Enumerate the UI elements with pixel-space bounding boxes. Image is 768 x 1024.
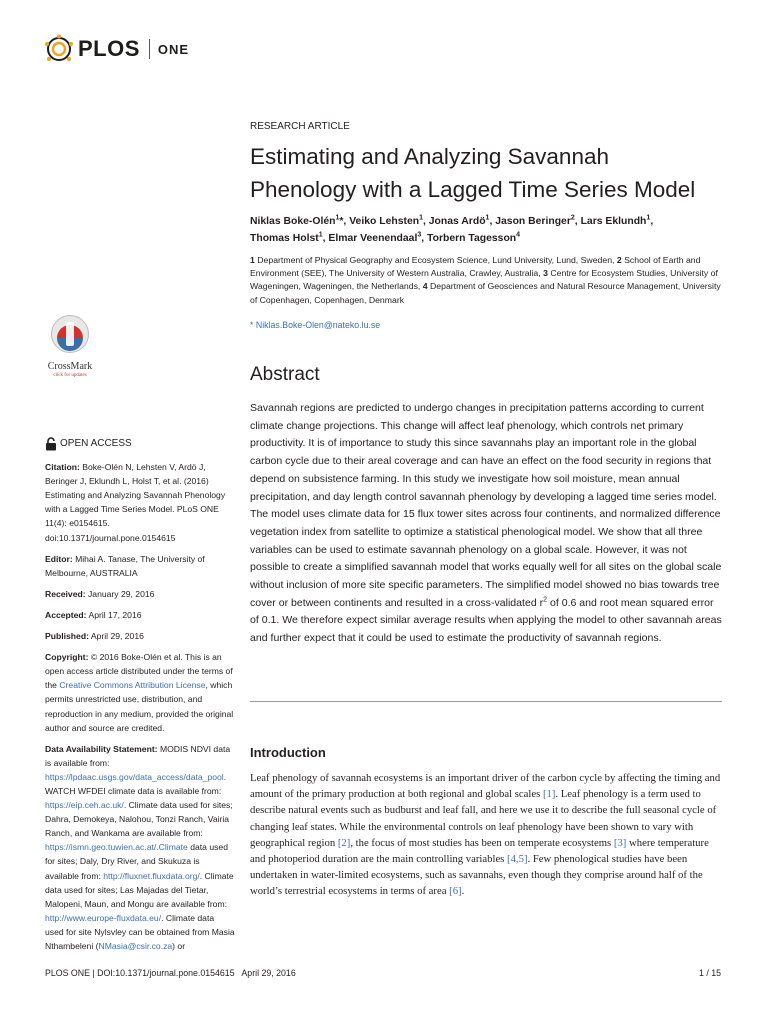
citation-label: Citation: [45, 462, 80, 473]
affiliation-number: 3 [543, 268, 548, 279]
author-separator: , [650, 216, 654, 227]
author-name[interactable]: Torbern Tagesson [427, 233, 517, 244]
data-text: . Climate data used for site Nylsvley can be obtained from Masia Nthambeleni ( [45, 912, 235, 951]
author-name[interactable]: Jonas Ardö [428, 216, 486, 227]
accepted-block [45, 608, 235, 622]
crossmark-sub: click for updates [53, 373, 87, 378]
plos-one-logo[interactable] [44, 34, 189, 64]
published-date: April 29, 2016 [90, 631, 144, 642]
reference-link[interactable]: [1] [542, 788, 556, 801]
footer-doi: PLOS ONE | DOI:10.1371/journal.pone.0154615 April 29, 2016 [45, 968, 296, 978]
article-title [250, 140, 730, 206]
intro-part: . [461, 885, 465, 898]
data-text: . Climate data used for sites; Dahra, Demokeya, Nalohou, Tonzi Ranch, Vairia Ranch, and Wankama are available from: [45, 800, 233, 839]
author-affiliation-number: 1 [485, 214, 490, 222]
section-divider [250, 701, 722, 702]
received-date: January 29, 2016 [88, 588, 155, 599]
author-separator: , [574, 216, 581, 227]
reference-link[interactable]: [4,5] [507, 853, 528, 866]
copyright-text: © 2016 Boke-Olén et al. This is an open access article distributed under the terms of the [45, 652, 233, 691]
data-text: data used for sites; Daly, Dry River, and Skukuza is available from: [45, 842, 228, 881]
author-name[interactable]: Lars Eklundh [580, 216, 647, 227]
abstract-text [250, 400, 722, 648]
author-separator: , [489, 216, 496, 227]
citation-text: Boke-Olén N, Lehsten V, Ardö J, Beringer J, Eklundh L, Holst T, et al. (2016) Estimating and Analyzing Savannah Phenology with a Lagged Time Series Model. PLoS ONE 11(4): e0154615. doi:10.1371/journal.pone.0154615 [45, 462, 226, 543]
open-access-badge [45, 437, 235, 451]
published-label: Published: [45, 631, 89, 642]
license-link[interactable]: Creative Commons Attribution License [59, 680, 206, 691]
author-name[interactable]: Thomas Holst [250, 233, 319, 244]
author-affiliation-number: 1 [646, 214, 651, 222]
open-access-label: OPEN ACCESS [60, 438, 132, 449]
corresponding-email-link[interactable]: * Niklas.Boke-Olen@nateko.lu.se [250, 320, 381, 330]
crossmark-icon [50, 314, 90, 354]
data-text: MODIS NDVI data is available from: [45, 743, 231, 768]
data-text: . Climate data used for sites; Las Majadas del Tietar, Malopeni, Maun, and Mongu are available from: [45, 870, 234, 909]
received-block [45, 587, 235, 601]
abstract-superscript: 2 [543, 596, 548, 604]
data-link[interactable]: http://www.europe-fluxdata.eu/ [45, 912, 162, 923]
data-text: ) or [172, 941, 186, 951]
data-link[interactable]: https://lpdaac.usgs.gov/data_access/data_pool [45, 771, 224, 782]
accepted-label: Accepted: [45, 609, 87, 620]
received-label: Received: [45, 588, 86, 599]
affiliation-text: Centre for Ecosystem Studies, University of Wageningen, Wageningen, the Netherlands, [250, 268, 718, 292]
author-affiliation-number: 3 [417, 231, 422, 239]
email-link[interactable]: NMasia@csir.co.za [98, 941, 173, 951]
intro-part: . Few phenological studies have been undertaken in water-limited ecosystems, such as savannahs, even though they comprise around half of the world’s terrestrial ecosystems in terms of area [250, 853, 703, 898]
article-metadata-sidebar [45, 437, 235, 960]
page-number: 1 / 15 [698, 968, 721, 978]
affiliations [250, 254, 722, 307]
author-name[interactable]: Elmar Veenendaal [328, 233, 418, 244]
copyright-block [45, 650, 235, 735]
author-affiliation-number: 4 [516, 231, 521, 239]
introduction-text [250, 770, 722, 900]
logo-divider [149, 39, 150, 59]
article-type-label: RESEARCH ARTICLE [250, 121, 350, 132]
reference-link[interactable]: [2] [337, 836, 351, 849]
introduction-heading: Introduction [250, 745, 326, 760]
data-availability-label: Data Availability Statement: [45, 743, 158, 754]
reference-link[interactable]: [6] [449, 885, 462, 898]
data-link[interactable]: https://eip.ceh.ac.uk/ [45, 800, 124, 811]
author-affiliation-number: 1 [318, 231, 323, 239]
author-name[interactable]: Niklas Boke-Olén [250, 216, 336, 227]
data-link[interactable]: http://fluxnet.fluxdata.org/ [103, 870, 200, 881]
intro-part: , the focus of most studies has been on temperate ecosystems [350, 836, 614, 849]
affiliation-number: 1 [250, 255, 255, 265]
author-name[interactable]: Jason Beringer [495, 216, 571, 227]
author-separator: , [322, 233, 329, 244]
copyright-text-end: , which permits unrestricted use, distribution, and reproduction in any medium, provided the original author and source are credited. [45, 680, 234, 733]
intro-part: Leaf phenology of savannah ecosystems is an important driver of the carbon cycle by affecting the timing and amount of the primary production at both regional and global scales [250, 772, 721, 801]
author-list [250, 213, 730, 247]
abstract-part: of 0.6 and root mean squared error of 0.1. We therefore expect similar average results when applying the model to other savannah areas and further expect that it could be used to estimate the productivity of savannah regions. [250, 596, 722, 645]
author-affiliation-number: 1 [419, 214, 423, 222]
editor-block [45, 552, 235, 580]
intro-part: where temperature and photoperiod duration are the main controlling variables [250, 836, 709, 866]
data-text: . WATCH WFDEI climate data is available from: [45, 771, 227, 796]
author-affiliation-number: 1 [335, 214, 340, 222]
author-affiliation-number: 2 [570, 214, 575, 222]
title-line: Estimating and Analyzing Savannah [250, 144, 609, 169]
affiliation-text: Department of Physical Geography and Ecosystem Science, Lund University, Lund, Sweden, [257, 255, 615, 265]
accepted-date: April 17, 2016 [88, 609, 142, 620]
editor-label: Editor: [45, 553, 73, 564]
plos-logo-icon [44, 34, 76, 64]
published-block [45, 629, 235, 643]
editor-text: Mihai A. Tanase, The University of Melbourne, AUSTRALIA [45, 553, 205, 578]
crossmark-label: CrossMark [47, 361, 93, 372]
author-separator: , [422, 216, 429, 227]
abstract-heading: Abstract [250, 364, 320, 385]
crossmark-badge[interactable] [46, 314, 94, 378]
reference-link[interactable]: [3] [613, 836, 627, 849]
data-link[interactable]: https://ismn.geo.tuwien.ac.at/.Climate [45, 842, 188, 853]
data-availability-block [45, 742, 235, 953]
journal-name: ONE [157, 41, 190, 57]
author-name[interactable]: Veiko Lehsten [349, 216, 420, 227]
abstract-part: Savannah regions are predicted to undergo changes in precipitation patterns according to current climate change projections. This change will affect leaf phenology, which controls net primary productivity. It is of importance to study this since savannahs play an important role in the global carbon cycle due to their areal coverage and can have an effect on the food security in regions that depend on subsistence farming. In this study we investigate how soil moisture, mean annual precipitation, and day length control savannah phenology by developing a lagged time series model. The model uses climate data for 15 flux tower sites across four continents, and normalized difference vegetation index from satellite to optimize a statistical phenological model. We show that all three variables can be used to estimate savannah phenology on a global scale. However, it was not possible to create a simplified savannah model that works equally well for all sites on the global scale without inclusion of more site specific parameters. The simplified model showed no bias towards tree cover or between continents and resulted in a cross-validated r [250, 402, 722, 609]
author-separator: , [421, 233, 428, 244]
affiliation-number: 4 [422, 281, 428, 292]
affiliation-text: School of Earth and Environment (SEE), The University of Western Australia, Crawley, Australia, [250, 255, 701, 279]
citation-block [45, 460, 235, 545]
logo-text: PLOS [78, 36, 140, 61]
affiliation-text: Department of Geosciences and Natural Resource Management, University of Copenhagen, Copenhagen, Denmark [250, 281, 721, 305]
author-separator: *, [339, 216, 350, 227]
title-line: Phenology with a Lagged Time Series Model [250, 177, 696, 202]
intro-part: . Leaf phenology is a term used to describe natural events such as budburst and leaf fall, and here we use it to describe the full seasonal cycle of changing leaf states. While the environmental controls on leaf phenology have been shown to vary with geographical region [250, 788, 717, 849]
open-lock-icon [45, 437, 57, 451]
copyright-label: Copyright: [45, 652, 89, 663]
affiliation-number: 2 [616, 255, 622, 265]
